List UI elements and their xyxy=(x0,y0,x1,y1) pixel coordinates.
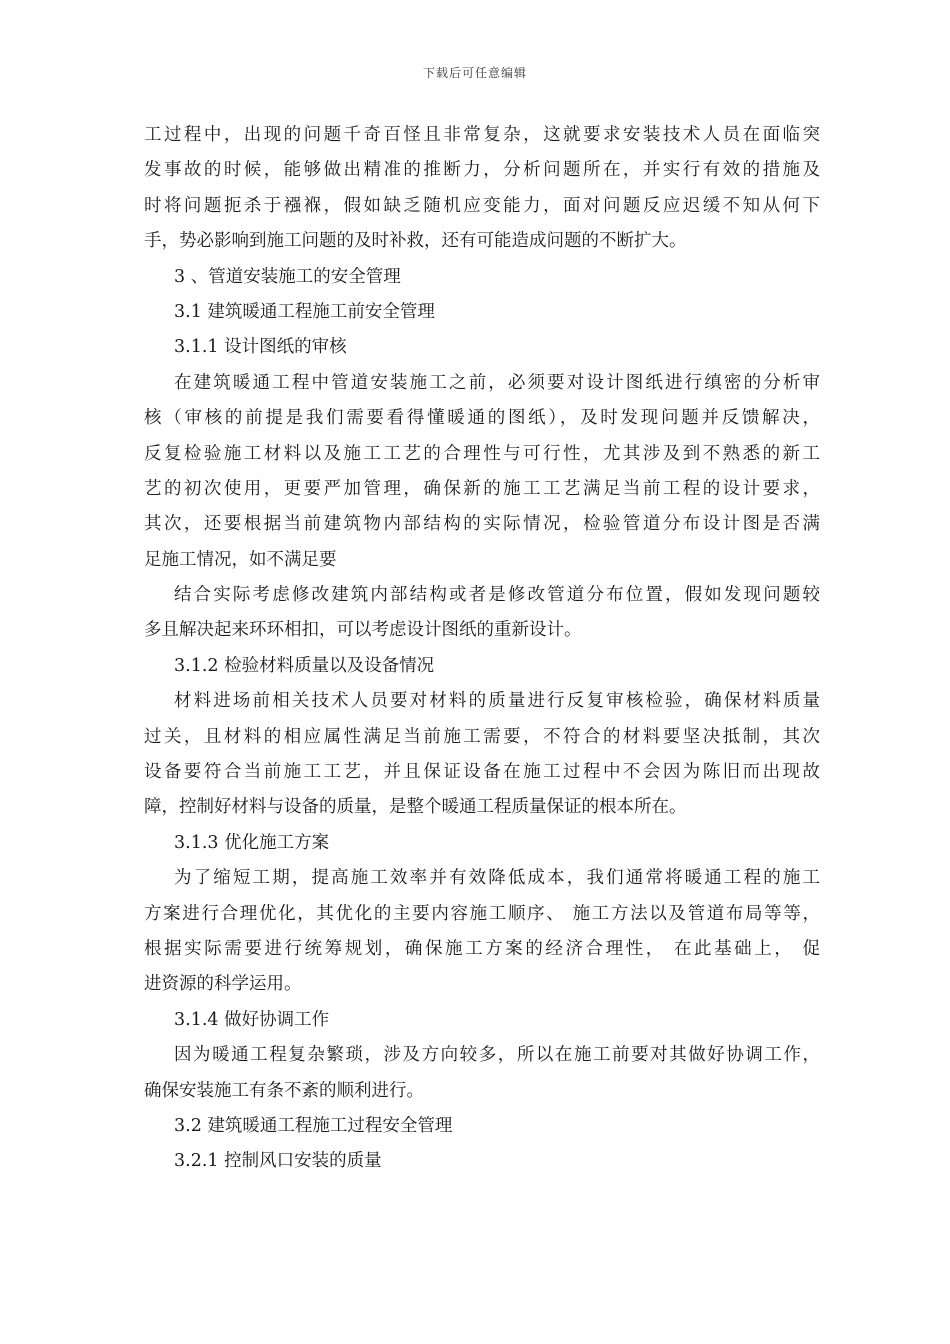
section-heading: 3.1.2 检验材料质量以及设备情况 xyxy=(174,655,435,676)
text-line: 根据实际需要进行统筹规划，确保施工方案的经济合理性， 在此基础上， 促 xyxy=(144,938,820,959)
text-line: 工过程中，出现的问题千奇百怪且非常复杂，这就要求安装技术人员在面临突 xyxy=(144,125,820,145)
text-line: 手，势必影响到施工问题的及时补救，还有可能造成问题的不断扩大。 xyxy=(144,231,687,252)
text-line: 结合实际考虑修改建筑内部结构或者是修改管道分布位置，假如发现问题较 xyxy=(174,585,820,606)
section-heading: 3.1.3 优化施工方案 xyxy=(174,832,330,853)
text-line: 发事故的时候，能够做出精准的推断力，分析问题所在，并实行有效的措施及 xyxy=(144,160,820,181)
text-line: 设备要符合当前施工工艺，并且保证设备在施工过程中不会因为陈旧而出现故 xyxy=(144,762,820,783)
section-heading: 3 、管道安装施工的安全管理 xyxy=(174,266,401,287)
section-heading: 3.1.4 做好协调工作 xyxy=(174,1009,330,1030)
text-line: 为了缩短工期，提高施工效率并有效降低成本，我们通常将暖通工程的施工 xyxy=(174,868,820,889)
section-heading: 3.2 建筑暖通工程施工过程安全管理 xyxy=(174,1115,453,1136)
text-line: 其次，还要根据当前建筑物内部结构的实际情况，检验管道分布设计图是否满 xyxy=(144,514,820,535)
page-header: 下载后可任意编辑 xyxy=(422,66,527,80)
section-heading: 3.2.1 控制风口安装的质量 xyxy=(174,1151,382,1172)
text-line: 足施工情况，如不满足要 xyxy=(144,549,337,570)
section-heading: 3.1 建筑暖通工程施工前安全管理 xyxy=(174,301,435,322)
text-line: 反复检验施工材料以及施工工艺的合理性与可行性，尤其涉及到不熟悉的新工 xyxy=(144,443,820,464)
text-line: 因为暖通工程复杂繁琐，涉及方向较多，所以在施工前要对其做好协调工作， xyxy=(174,1045,820,1066)
text-line: 在建筑暖通工程中管道安装施工之前，必须要对设计图纸进行缜密的分析审 xyxy=(174,372,820,393)
section-heading: 3.1.1 设计图纸的审核 xyxy=(174,337,347,358)
text-line: 艺的初次使用，更要严加管理，确保新的施工工艺满足当前工程的设计要求， xyxy=(144,478,820,499)
text-line: 方案进行合理优化，其优化的主要内容施工顺序、 施工方法以及管道布局等等， xyxy=(144,903,820,924)
text-line: 材料进场前相关技术人员要对材料的质量进行反复审核检验，确保材料质量 xyxy=(174,691,820,712)
text-line: 时将问题扼杀于襁褓，假如缺乏随机应变能力，面对问题反应迟缓不知从何下 xyxy=(144,195,820,216)
text-line: 过关，且材料的相应属性满足当前施工需要，不符合的材料要坚决抵制，其次 xyxy=(144,726,820,747)
text-line: 进资源的科学运用。 xyxy=(144,974,302,995)
text-line: 确保安装施工有条不紊的顺利进行。 xyxy=(144,1080,424,1101)
document-body xyxy=(144,118,820,1180)
text-line: 多且解决起来环环相扣，可以考虑设计图纸的重新设计。 xyxy=(144,620,582,641)
text-line: 核（审核的前提是我们需要看得懂暖通的图纸），及时发现问题并反馈解决， xyxy=(144,408,820,429)
text-line: 障，控制好材料与设备的质量，是整个暖通工程质量保证的根本所在。 xyxy=(144,797,687,818)
